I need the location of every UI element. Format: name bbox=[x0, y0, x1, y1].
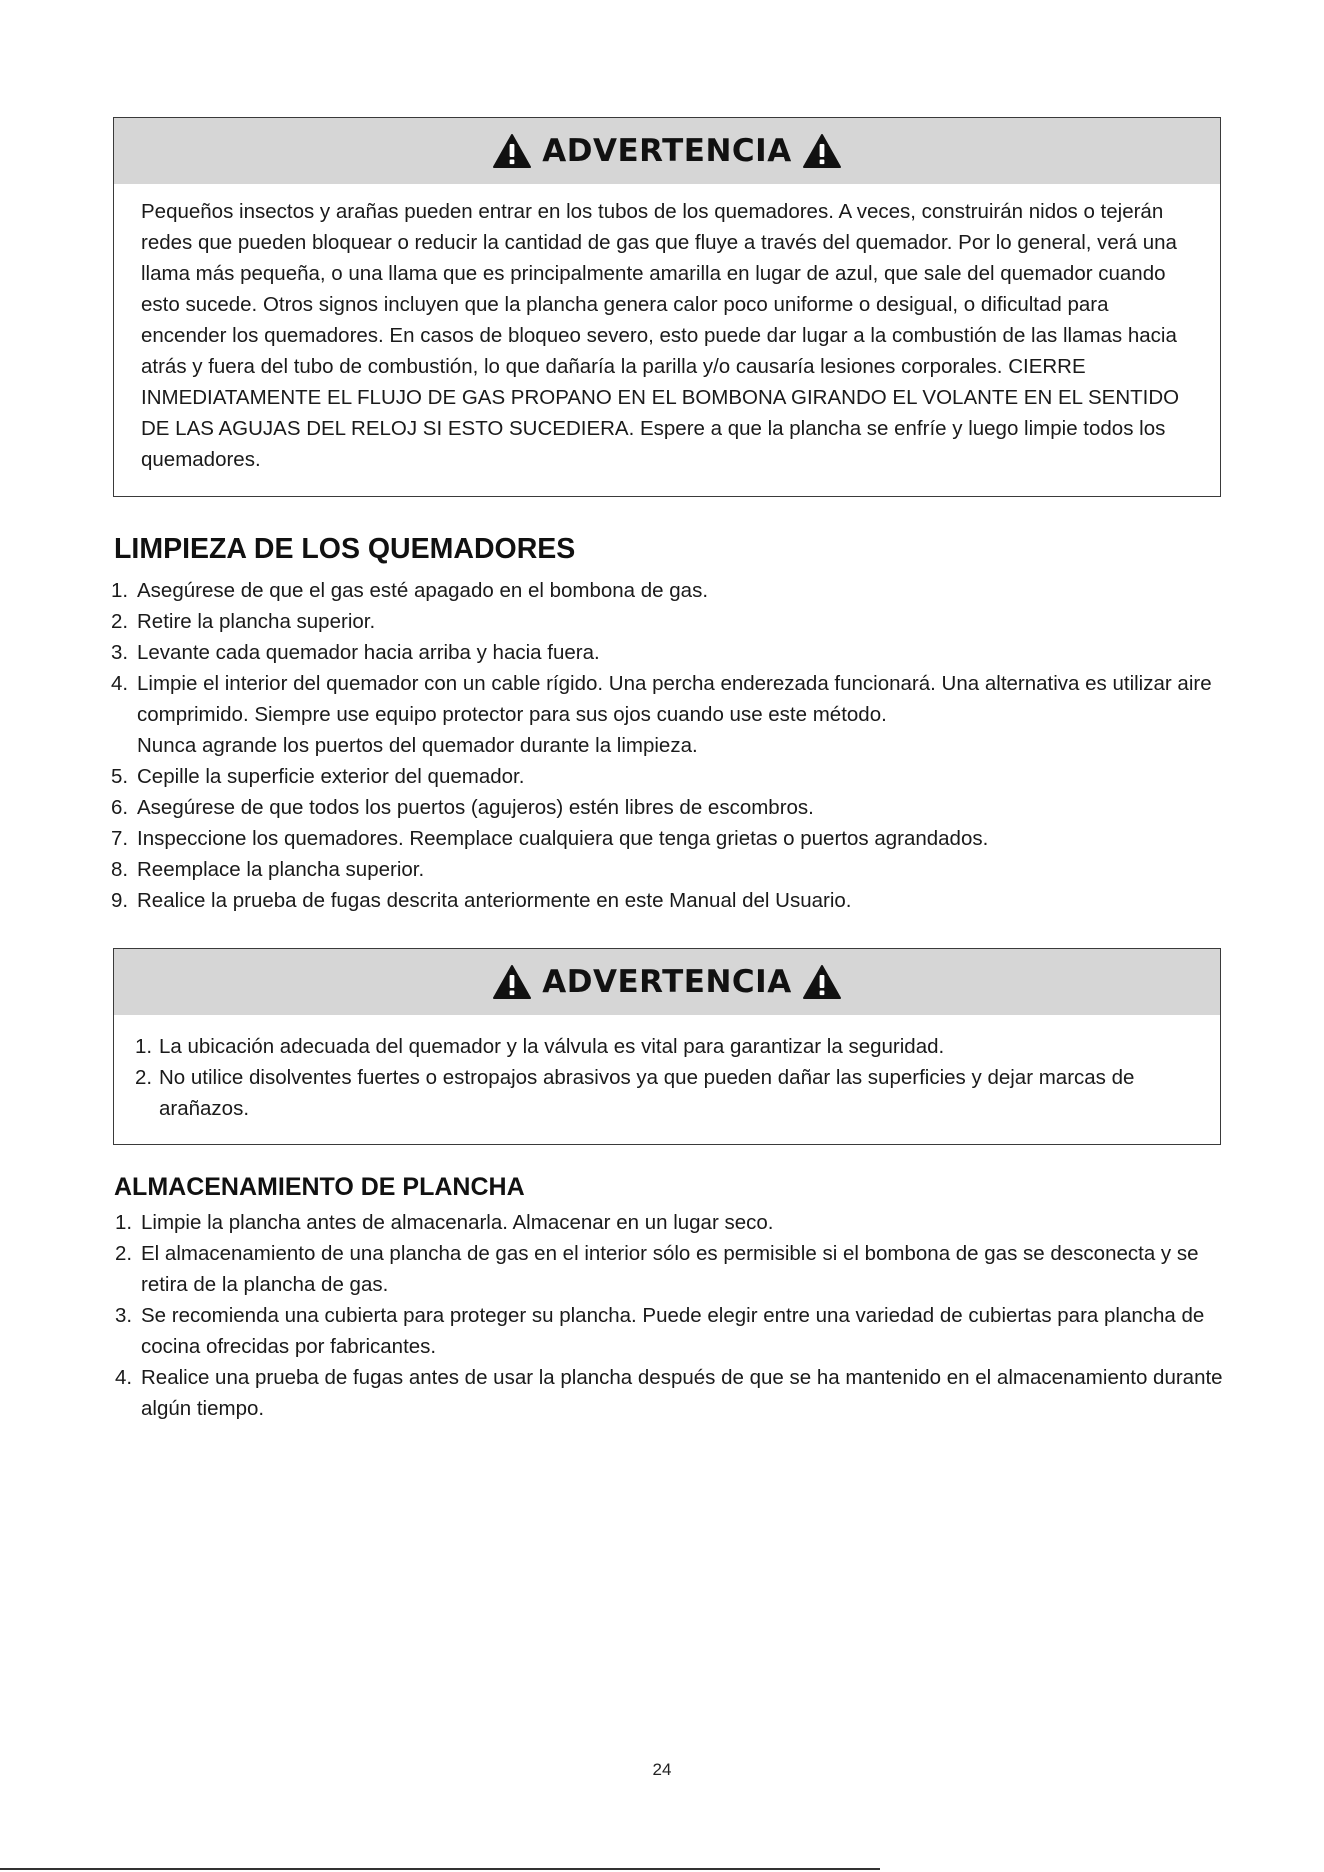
list-item bbox=[111, 575, 1221, 606]
page-number: 24 bbox=[652, 1760, 672, 1779]
item-number: 4. bbox=[115, 1366, 133, 1389]
item-text: Limpie la plancha antes de almacenarla. Almacenar en un lugar seco. bbox=[141, 1211, 774, 1234]
list-item bbox=[111, 606, 1221, 637]
list-item bbox=[135, 1062, 1200, 1124]
cleaning-steps-list bbox=[111, 575, 1221, 916]
footer-divider bbox=[0, 1868, 880, 1870]
item-number: 6. bbox=[111, 796, 129, 819]
item-text: Realice la prueba de fugas descrita anteriormente en este Manual del Usuario. bbox=[137, 889, 852, 912]
item-text: Limpie el interior del quemador con un cable rígido. Una percha enderezada funcionará. Una alternativa es utilizar aire comprimido. Siempre use equipo protector para sus ojos cuando use este método. bbox=[137, 672, 1212, 726]
item-text: Asegúrese de que todos los puertos (agujeros) estén libres de escombros. bbox=[137, 796, 814, 819]
item-number: 1. bbox=[135, 1035, 153, 1058]
item-text: Retire la plancha superior. bbox=[137, 610, 376, 633]
item-number: 1. bbox=[111, 579, 129, 602]
item-number: 2. bbox=[115, 1242, 133, 1265]
list-item bbox=[111, 792, 1221, 823]
item-number: 3. bbox=[111, 641, 129, 664]
item-text-continued: Nunca agrande los puertos del quemador durante la limpieza. bbox=[137, 734, 698, 757]
list-item bbox=[111, 854, 1221, 885]
warning-body bbox=[114, 184, 1220, 475]
list-item bbox=[115, 1300, 1245, 1362]
list-item bbox=[111, 761, 1221, 792]
list-item bbox=[111, 637, 1221, 668]
section-title-griddle-storage: ALMACENAMIENTO DE PLANCHA bbox=[114, 1173, 525, 1201]
item-number: 7. bbox=[111, 827, 129, 850]
warning-triangle-icon bbox=[802, 133, 842, 169]
list-item bbox=[115, 1207, 1245, 1238]
warning-triangle-icon bbox=[492, 964, 532, 1000]
item-number: 8. bbox=[111, 858, 129, 881]
list-item bbox=[111, 885, 1221, 916]
item-text: La ubicación adecuada del quemador y la válvula es vital para garantizar la seguridad. bbox=[159, 1035, 945, 1058]
item-text: Cepille la superficie exterior del quemador. bbox=[137, 765, 525, 788]
item-number: 2. bbox=[111, 610, 129, 633]
section-title-cleaning-burners: LIMPIEZA DE LOS QUEMADORES bbox=[114, 533, 576, 565]
list-item bbox=[115, 1362, 1245, 1424]
storage-steps-list bbox=[115, 1207, 1245, 1424]
item-number: 2. bbox=[135, 1066, 153, 1089]
item-text: Reemplace la plancha superior. bbox=[137, 858, 425, 881]
warning-title: ADVERTENCIA bbox=[542, 964, 792, 1000]
warning-triangle-icon bbox=[492, 133, 532, 169]
item-text: Realice una prueba de fugas antes de usar la plancha después de que se ha mantenido en el almacenamiento durante algún tiempo. bbox=[141, 1366, 1223, 1420]
item-text: No utilice disolventes fuertes o estropajos abrasivos ya que pueden dañar las superficies y dejar marcas de arañazos. bbox=[159, 1066, 1135, 1120]
warning-title: ADVERTENCIA bbox=[542, 133, 792, 169]
item-number: 4. bbox=[111, 672, 129, 695]
item-number: 1. bbox=[115, 1211, 133, 1234]
list-item bbox=[111, 823, 1221, 854]
item-text: Se recomienda una cubierta para proteger su plancha. Puede elegir entre una variedad de cubiertas para plancha de cocina ofrecidas por fabricantes. bbox=[141, 1304, 1205, 1358]
warning-box-insects bbox=[113, 117, 1221, 497]
warning-text: Pequeños insectos y arañas pueden entrar en los tubos de los quemadores. A veces, construirán nidos o tejerán redes que pueden bloquear o reducir la cantidad de gas que fluye a través del quemador. Por lo general, verá una llama más pequeña, o una llama que es principalmente amarilla en lugar de azul, que sale del quemador cuando esto sucede. Otros signos incluyen que la plancha genera calor poco uniforme o desigual, o dificultad para encender los quemadores. En casos de bloqueo severo, esto puede dar lugar a la combustión de las llamas hacia atrás y fuera del tubo de combustión, lo que dañaría la parilla y/o causaría lesiones corporales. CIERRE INMEDIATAMENTE EL FLUJO DE GAS PROPANO EN EL BOMBONA GIRANDO EL VOLANTE EN EL SENTIDO DE LAS AGUJAS DEL RELOJ SI ESTO SUCEDIERA. Espere a que la plancha se enfríe y luego limpie todos los quemadores. bbox=[141, 200, 1180, 471]
warning-list bbox=[114, 1015, 1220, 1124]
item-text: El almacenamiento de una plancha de gas en el interior sólo es permisible si el bombona de gas se desconecta y se retira de la plancha de gas. bbox=[141, 1242, 1199, 1296]
warning-header bbox=[114, 118, 1220, 184]
warning-header bbox=[114, 949, 1220, 1015]
item-text: Inspeccione los quemadores. Reemplace cualquiera que tenga grietas o puertos agrandados. bbox=[137, 827, 989, 850]
item-text: Levante cada quemador hacia arriba y hacia fuera. bbox=[137, 641, 600, 664]
warning-triangle-icon bbox=[802, 964, 842, 1000]
item-text: Asegúrese de que el gas esté apagado en el bombona de gas. bbox=[137, 579, 709, 602]
item-number: 5. bbox=[111, 765, 129, 788]
list-item bbox=[115, 1238, 1245, 1300]
item-number: 3. bbox=[115, 1304, 133, 1327]
list-item bbox=[111, 668, 1221, 761]
list-item bbox=[135, 1031, 1200, 1062]
item-text-group bbox=[137, 668, 1221, 761]
warning-box-burner-placement bbox=[113, 948, 1221, 1145]
item-number: 9. bbox=[111, 889, 129, 912]
